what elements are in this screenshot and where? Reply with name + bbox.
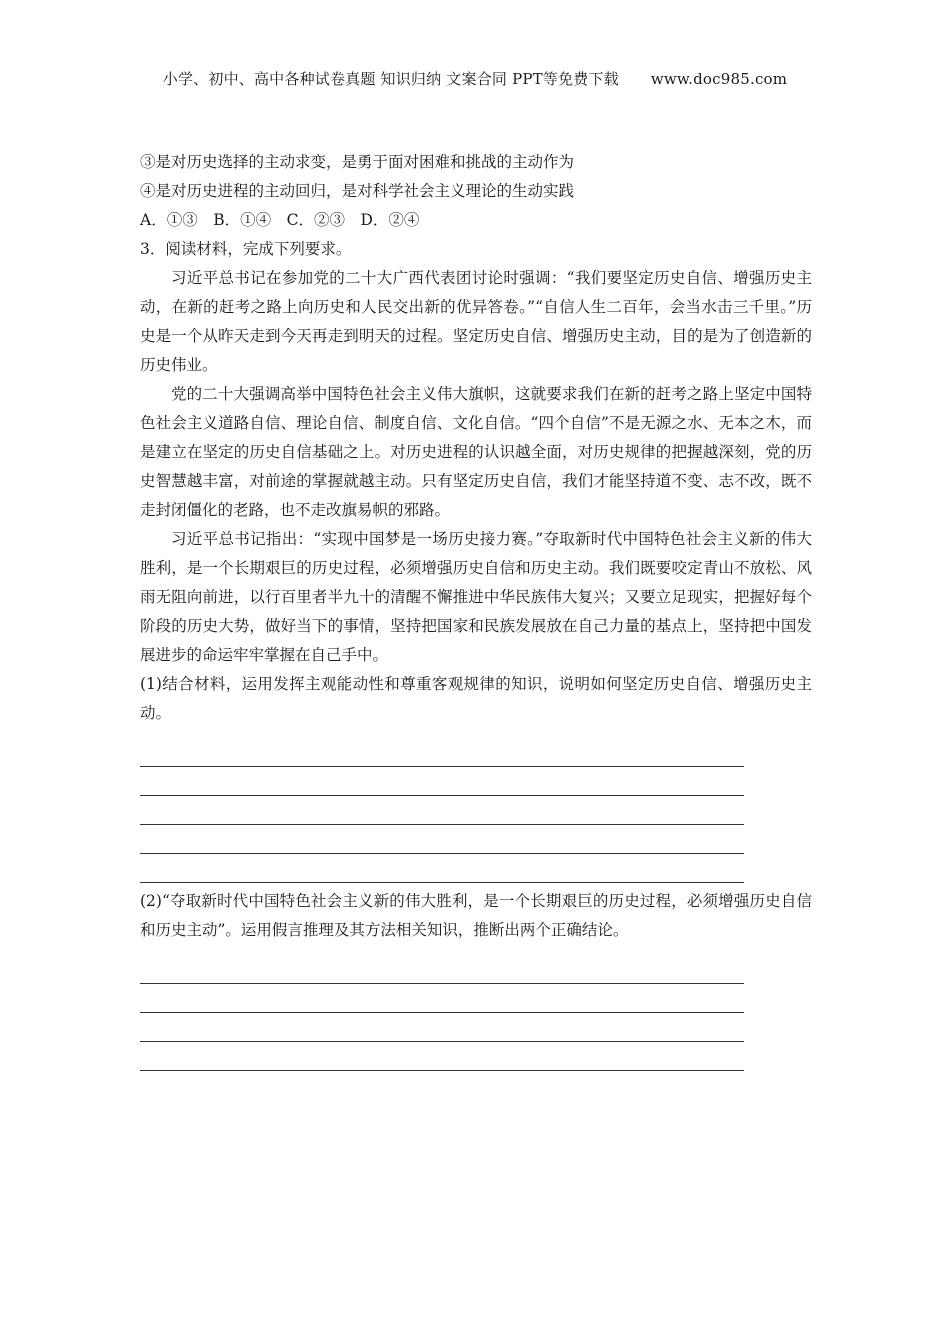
answer-area-2[interactable] bbox=[140, 955, 812, 1071]
material-paragraph-2: 党的二十大强调高举中国特色社会主义伟大旗帜，这就要求我们在新的赶考之路上坚定中国特色社会主义道路自信、理论自信、制度自信、文化自信。“四个自信”不是无源之水、无本之木，而是建立在坚定的历史自信基础之上。对历史进程的认识越全面，对历史规律的把握越深刻，党的历史智慧越丰富，对前途的掌握就越主动。只有坚定历史自信，我们才能坚持道不变、志不改，既不走封闭僵化的老路，也不走改旗易帜的邪路。 bbox=[140, 385, 812, 519]
answer-line[interactable] bbox=[140, 796, 744, 825]
answer-line[interactable] bbox=[140, 1013, 744, 1042]
option-item-3: ③是对历史选择的主动求变，是勇于面对困难和挑战的主动作为 bbox=[140, 153, 575, 171]
answer-line[interactable] bbox=[140, 767, 744, 796]
answer-line[interactable] bbox=[140, 854, 744, 883]
material-paragraph-3: 习近平总书记指出：“实现中国梦是一场历史接力赛。”夺取新时代中国特色社会主义新的伟大胜利，是一个长期艰巨的历史过程，必须增强历史自信和历史主动。我们既要咬定青山不放松、风雨无阻向前进，以行百里者半九十的清醒不懈推进中华民族伟大复兴；又要立足现实，把握好每个阶段的历史大势，做好当下的事情，坚持把国家和民族发展放在自己力量的基点上，坚持把中国发展进步的命运牢牢掌握在自己手中。 bbox=[140, 530, 812, 664]
answer-line[interactable] bbox=[140, 825, 744, 854]
answer-line[interactable] bbox=[140, 984, 744, 1013]
answer-area-1[interactable] bbox=[140, 738, 812, 883]
material-paragraph-1: 习近平总书记在参加党的二十大广西代表团讨论时强调：“我们要坚定历史自信、增强历史主动，在新的赶考之路上向历史和人民交出新的优异答卷。”“自信人生二百年，会当水击三千里。”历史是一个从昨天走到今天再走到明天的过程。坚定历史自信、增强历史主动，目的是为了创造新的历史伟业。 bbox=[140, 269, 812, 374]
answer-line[interactable] bbox=[140, 1042, 744, 1071]
answer-choices: A．①③ B．①④ C．②③ D．②④ bbox=[140, 211, 420, 229]
option-item-4: ④是对历史进程的主动回归，是对科学社会主义理论的生动实践 bbox=[140, 182, 575, 200]
sub-question-1: (1)结合材料，运用发挥主观能动性和尊重客观规律的知识，说明如何坚定历史自信、增强历史主动。 bbox=[140, 675, 812, 722]
header-site-description: 小学、初中、高中各种试卷真题 知识归纳 文案合同 PPT等免费下载 bbox=[162, 70, 619, 88]
answer-line[interactable] bbox=[140, 955, 744, 984]
answer-line[interactable] bbox=[140, 738, 744, 767]
header-site-url: www.doc985.com bbox=[650, 70, 788, 88]
document-body bbox=[140, 148, 812, 1071]
page-header bbox=[0, 68, 950, 89]
question-3-stem: 3．阅读材料，完成下列要求。 bbox=[140, 240, 352, 258]
sub-question-2: (2)“夺取新时代中国特色社会主义新的伟大胜利，是一个长期艰巨的历史过程，必须增强历史自信和历史主动”。运用假言推理及其方法相关知识，推断出两个正确结论。 bbox=[140, 892, 812, 939]
